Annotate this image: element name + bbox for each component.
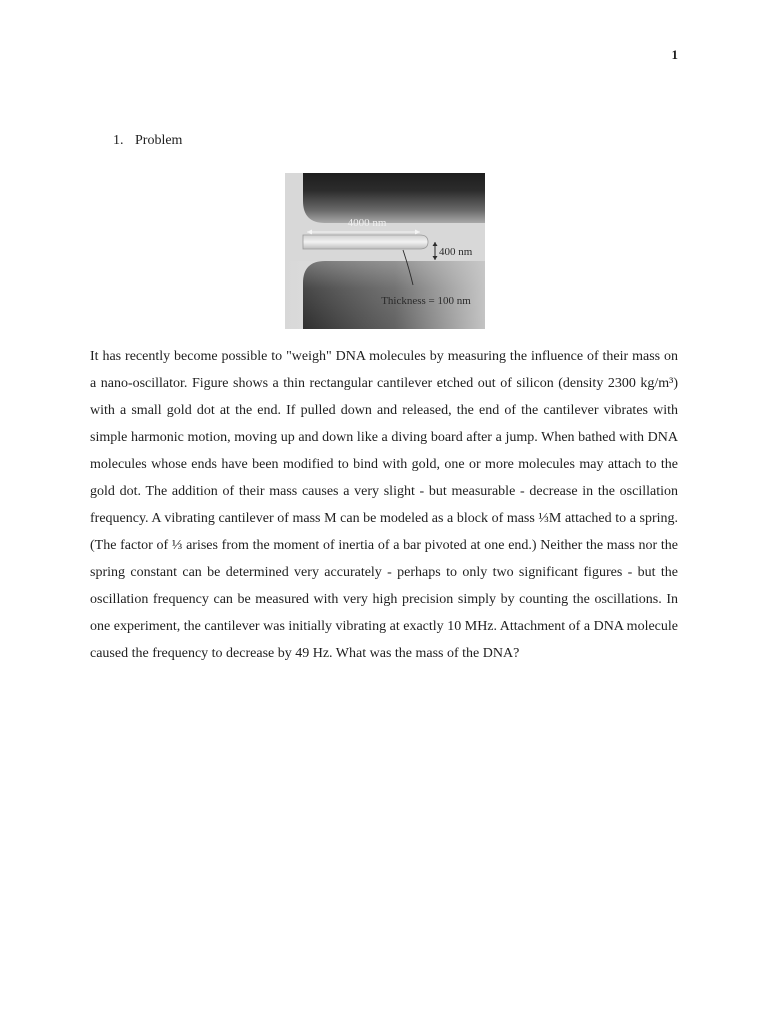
cantilever-figure (285, 173, 485, 329)
problem-text: It has recently become possible to "weigh" DNA molecules by measuring the influence of their mass on a nano-oscillator. Figure shows a thin rectangular cantilever etched out of silicon (density 2300 kg/m³) with a small gold dot at the end. If pulled down and released, the end of the cantilever vibrates with simple harmonic motion, moving up and down like a diving board after a jump. When bathed with DNA molecules whose ends have been modified to bind with gold, one or more molecules may attach to the gold dot. The addition of their mass causes a very slight - but measurable - decrease in the oscillation frequency. A vibrating cantilever of mass M can be modeled as a block of mass ⅓M attached to a spring. (The factor of ⅓ arises from the moment of inertia of a bar pivoted at one end.) Neither the mass nor the spring constant can be determined very accurately - perhaps to only two significant figures - but the oscillation frequency can be measured with very high precision simply by counting the oscillations. In one experiment, the cantilever was initially vibrating at exactly 10 MHz. Attachment of a DNA molecule caused the frequency to decrease by 49 Hz. What was the mass of the DNA? (90, 349, 678, 661)
cantilever-micrograph (285, 173, 485, 329)
thickness-label: Thickness = 100 nm (381, 295, 471, 307)
section-heading (113, 133, 182, 149)
page-number: 1 (671, 47, 678, 62)
length-label: 4000 nm (347, 217, 387, 229)
cantilever-beam (303, 235, 428, 249)
section-number: 1. (113, 133, 124, 148)
upper-etched-region (303, 173, 485, 223)
section-title: Problem (135, 133, 183, 148)
width-label: 400 nm (439, 246, 473, 258)
